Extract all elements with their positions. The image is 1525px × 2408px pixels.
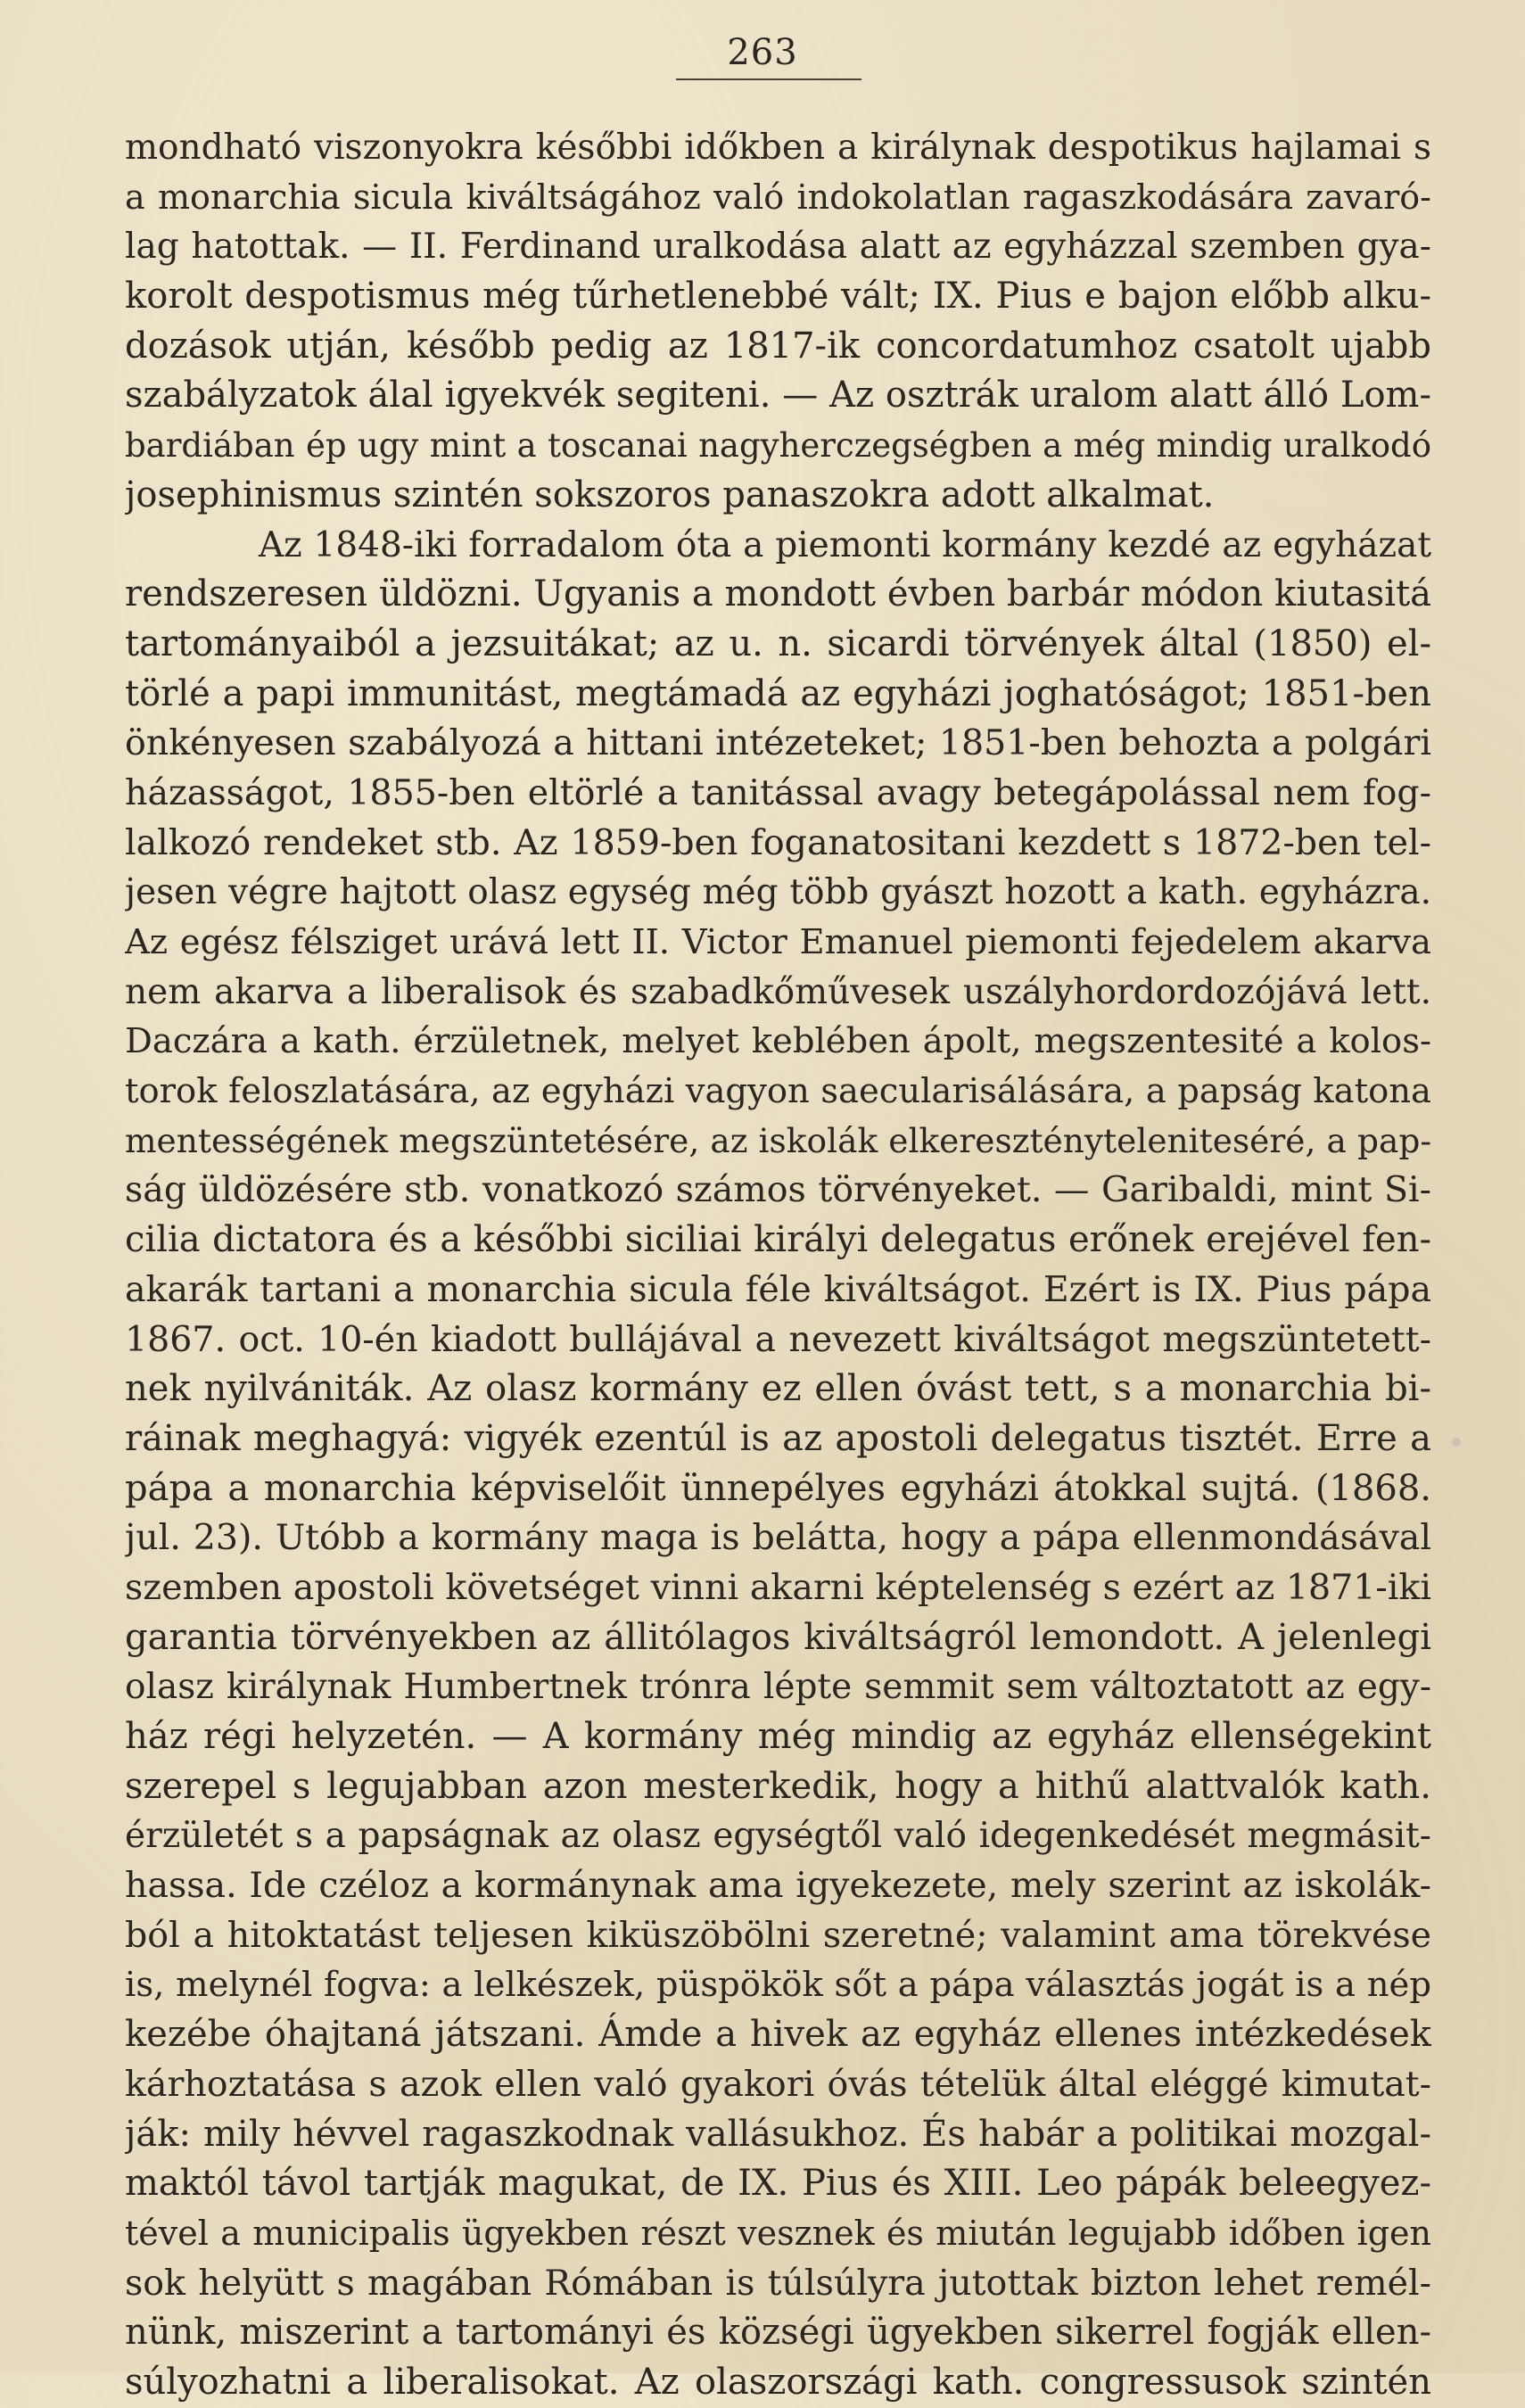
- text-line: mondható viszonyokra későbbi időkben a királynak despotikus hajlamai s: [125, 128, 1431, 168]
- text-line: garantia törvényekben az állitólagos kiváltságról lemondott. A jelenlegi: [125, 1616, 1431, 1658]
- text-line: házasságot, 1855-ben eltörlé a tanitással avagy betegápolással nem fog-: [125, 771, 1431, 813]
- text-line: ság üldözésére stb. vonatkozó számos törvényeket. — Garibaldi, mint Si-: [125, 1169, 1431, 1211]
- text-line: mentességének megszüntetésére, az iskolák elkeresztényteleniteséré, a pap-: [125, 1120, 1431, 1160]
- body-text: [125, 123, 1431, 2408]
- text-line: Daczára a kath. érzületnek, melyet keblében ápolt, megszentesité a kolos-: [125, 1021, 1431, 1062]
- text-line: korolt despotismus még tűrhetlenebbé vált; IX. Pius e bajon előbb alku-: [125, 276, 1431, 317]
- text-line: 1867. oct. 10-én kiadott bullájával a nevezett kiváltságot megszüntetett-: [125, 1318, 1431, 1360]
- text-line: lalkozó rendeket stb. Az 1859-ben foganatositani kezdett s 1872-ben tel-: [125, 821, 1431, 863]
- text-line: hassa. Ide czéloz a kormánynak ama igyekezete, mely szerint az iskolák-: [125, 1865, 1431, 1907]
- text-line: bardiában ép ugy mint a toscanai nagyherczegségben a még mindig uralkodó: [125, 426, 1431, 466]
- text-line: ból a hitoktatást teljesen kiküszöbölni szeretné; valamint ama törekvése: [125, 1914, 1431, 1956]
- text-line: érzületét s a papságnak az olasz egységtől való idegenkedését megmásit-: [125, 1816, 1431, 1857]
- text-line: lag hatottak. — II. Ferdinand uralkodása alatt az egyházzal szemben gya-: [125, 227, 1431, 268]
- text-line: jesen végre hajtott olasz egység még több gyászt hozott a kath. egyházra.: [125, 872, 1431, 913]
- text-line: nem akarva a liberalisok és szabadkőművesek uszályhordordozójává lett.: [125, 971, 1431, 1012]
- text-line: súlyozhatni a liberalisokat. Az olaszországi kath. congressusok szintén: [125, 2361, 1431, 2403]
- text-line: akarák tartani a monarchia sicula féle kiváltságot. Ezért is IX. Pius pápa: [125, 1268, 1431, 1310]
- text-line: önkényesen szabályozá a hittani intézeteket; 1851-ben behozta a polgári: [125, 722, 1431, 764]
- text-line: pápa a monarchia képviselőit ünnepélyes egyházi átokkal sujtá. (1868.: [125, 1467, 1431, 1509]
- text-line: szemben apostoli követséget vinni akarni képtelenség s ezért az 1871-iki: [125, 1566, 1431, 1608]
- text-line: szerepel s legujabban azon mesterkedik, hogy a hithű alattvalók kath.: [125, 1765, 1431, 1807]
- text-line: torok feloszlatására, az egyházi vagyon saecularisálására, a papság katona: [125, 1071, 1431, 1112]
- text-line: szabályzatok álal igyekvék segiteni. — Az osztrák uralom alatt álló Lom-: [125, 375, 1431, 416]
- text-line: kezébe óhajtaná játszani. Ámde a hivek az egyház ellenes intézkedések: [125, 2014, 1431, 2056]
- text-line: kárhoztatása s azok ellen való gyakori óvás tételük által eléggé kimutat-: [125, 2063, 1431, 2105]
- text-line: josephinismus szintén sokszoros panaszokra adott alkalmat.: [125, 474, 1215, 515]
- text-line: Az egész félsziget urává lett II. Victor Emanuel piemonti fejedelem akarva: [125, 922, 1431, 962]
- text-line: ház régi helyzetén. — A kormány még mindig az egyház ellenségekint: [125, 1716, 1431, 1757]
- text-line: rendszeresen üldözni. Ugyanis a mondott évben barbár módon kiutasitá: [125, 573, 1431, 615]
- paper-speck: [1452, 1438, 1461, 1447]
- text-line: törlé a papi immunitást, megtámadá az egyházi joghatóságot; 1851-ben: [125, 672, 1431, 714]
- paragraph-start-line: Az 1848-iki forradalom óta a piemonti kormány kezdé az egyházat: [259, 524, 1431, 565]
- header-rule: [676, 78, 861, 80]
- text-line: ráinak meghagyá: vigyék ezentúl is az apostoli delegatus tisztét. Erre a: [125, 1417, 1431, 1459]
- text-line: a monarchia sicula kiváltságához való indokolatlan ragaszkodására zavaró-: [125, 177, 1431, 217]
- page-number: 263: [727, 32, 798, 73]
- text-line: nek nyilvániták. Az olasz kormány ez ellen óvást tett, s a monarchia bi-: [125, 1368, 1431, 1410]
- text-line: cilia dictatora és a későbbi siciliai királyi delegatus erőnek erejével fen-: [125, 1219, 1431, 1261]
- text-line: olasz királynak Humbertnek trónra lépte semmit sem változtatott az egy-: [125, 1667, 1431, 1708]
- text-line: jul. 23). Utóbb a kormány maga is belátta, hogy a pápa ellenmondásával: [125, 1517, 1431, 1559]
- text-line: sok helyütt s magában Rómában is túlsúlyra jutottak bizton lehet remél-: [125, 2262, 1431, 2304]
- text-line: tével a municipalis ügyekben részt vesznek és miután legujabb időben igen: [125, 2213, 1431, 2253]
- text-line: ják: mily hévvel ragaszkodnak vallásukhoz. És habár a politikai mozgal-: [125, 2113, 1431, 2155]
- text-line: dozások utján, később pedig az 1817-ik concordatumhoz csatolt ujabb: [125, 325, 1431, 367]
- text-line: maktól távol tartják magukat, de IX. Pius és XIII. Leo pápák beleegyez-: [125, 2163, 1431, 2205]
- text-line: is, melynél fogva: a lelkészek, püspökök sőt a pápa választás jogát is a nép: [125, 1965, 1431, 2006]
- text-line: tartományaiból a jezsuitákat; az u. n. sicardi törvények által (1850) el-: [125, 623, 1431, 664]
- text-line: nünk, miszerint a tartományi és községi ügyekben sikerrel fogják ellen-: [125, 2312, 1431, 2354]
